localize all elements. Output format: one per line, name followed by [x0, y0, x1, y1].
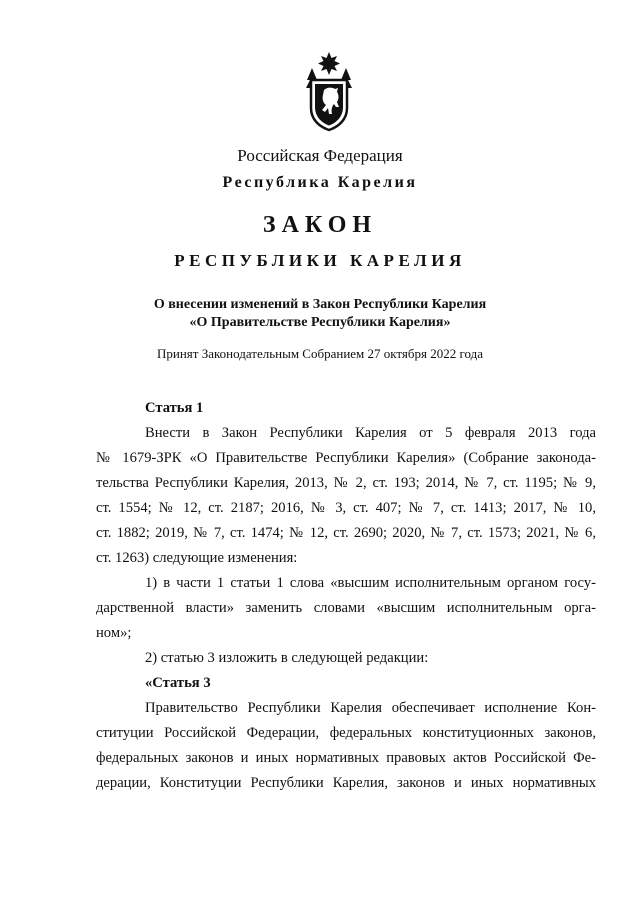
paragraph-line: федеральных законов и иных нормативных правовых актов Российской Фе- — [96, 750, 596, 766]
law-body — [96, 396, 596, 796]
quoted-article-heading: «Статья 3 — [145, 675, 211, 691]
paragraph-line: ст. 1263) следующие изменения: — [96, 550, 298, 566]
law-title-line-1: О внесении изменений в Закон Республики Карелия — [153, 297, 487, 312]
adoption-note: Принят Законодательным Собранием 27 октября 2022 года — [156, 346, 484, 361]
paragraph-line: ст. 1554; № 12, ст. 2187; 2016, № 3, ст. 407; № 7, ст. 1413; 2017, № 10, — [96, 500, 596, 516]
federation-name: Российская Федерация — [237, 146, 403, 165]
article-heading: Статья 1 — [145, 400, 204, 416]
list-item-line: 1) в части 1 статьи 1 слова «высшим исполнительным органом госу- — [145, 575, 596, 591]
document-type: ЗАКОН — [262, 212, 378, 238]
paragraph-line: ституции Российской Федерации, федеральных конституционных законов, — [96, 725, 596, 741]
republic-name: Республика Карелия — [222, 174, 418, 191]
list-item-line: 2) статью 3 изложить в следующей редакции: — [145, 650, 429, 666]
karelia-coat-of-arms-icon — [302, 50, 356, 132]
list-item-line: дарственной власти» заменить словами «высшим исполнительным орга- — [96, 600, 596, 616]
paragraph-line: дерации, Конституции Республики Карелия, законов и иных нормативных — [96, 775, 596, 791]
law-title — [0, 296, 640, 332]
paragraph-line: № 1679-ЗРК «О Правительстве Республики Карелия» (Собрание законода- — [96, 450, 596, 466]
paragraph-line: ст. 1882; 2019, № 7, ст. 1474; № 12, ст. 2690; 2020, № 7, ст. 1573; 2021, № 6, — [96, 525, 596, 541]
document-issuer: РЕСПУБЛИКИ КАРЕЛИЯ — [174, 251, 466, 270]
paragraph-line: тельства Республики Карелия, 2013, № 2, ст. 193; 2014, № 7, ст. 1195; № 9, — [96, 475, 596, 491]
list-item-line: ном»; — [96, 625, 132, 641]
paragraph-line: Внести в Закон Республики Карелия от 5 февраля 2013 года — [145, 425, 596, 441]
paragraph-line: Правительство Республики Карелия обеспечивает исполнение Кон- — [145, 700, 596, 716]
law-title-line-2: «О Правительстве Республики Карелия» — [189, 315, 451, 330]
